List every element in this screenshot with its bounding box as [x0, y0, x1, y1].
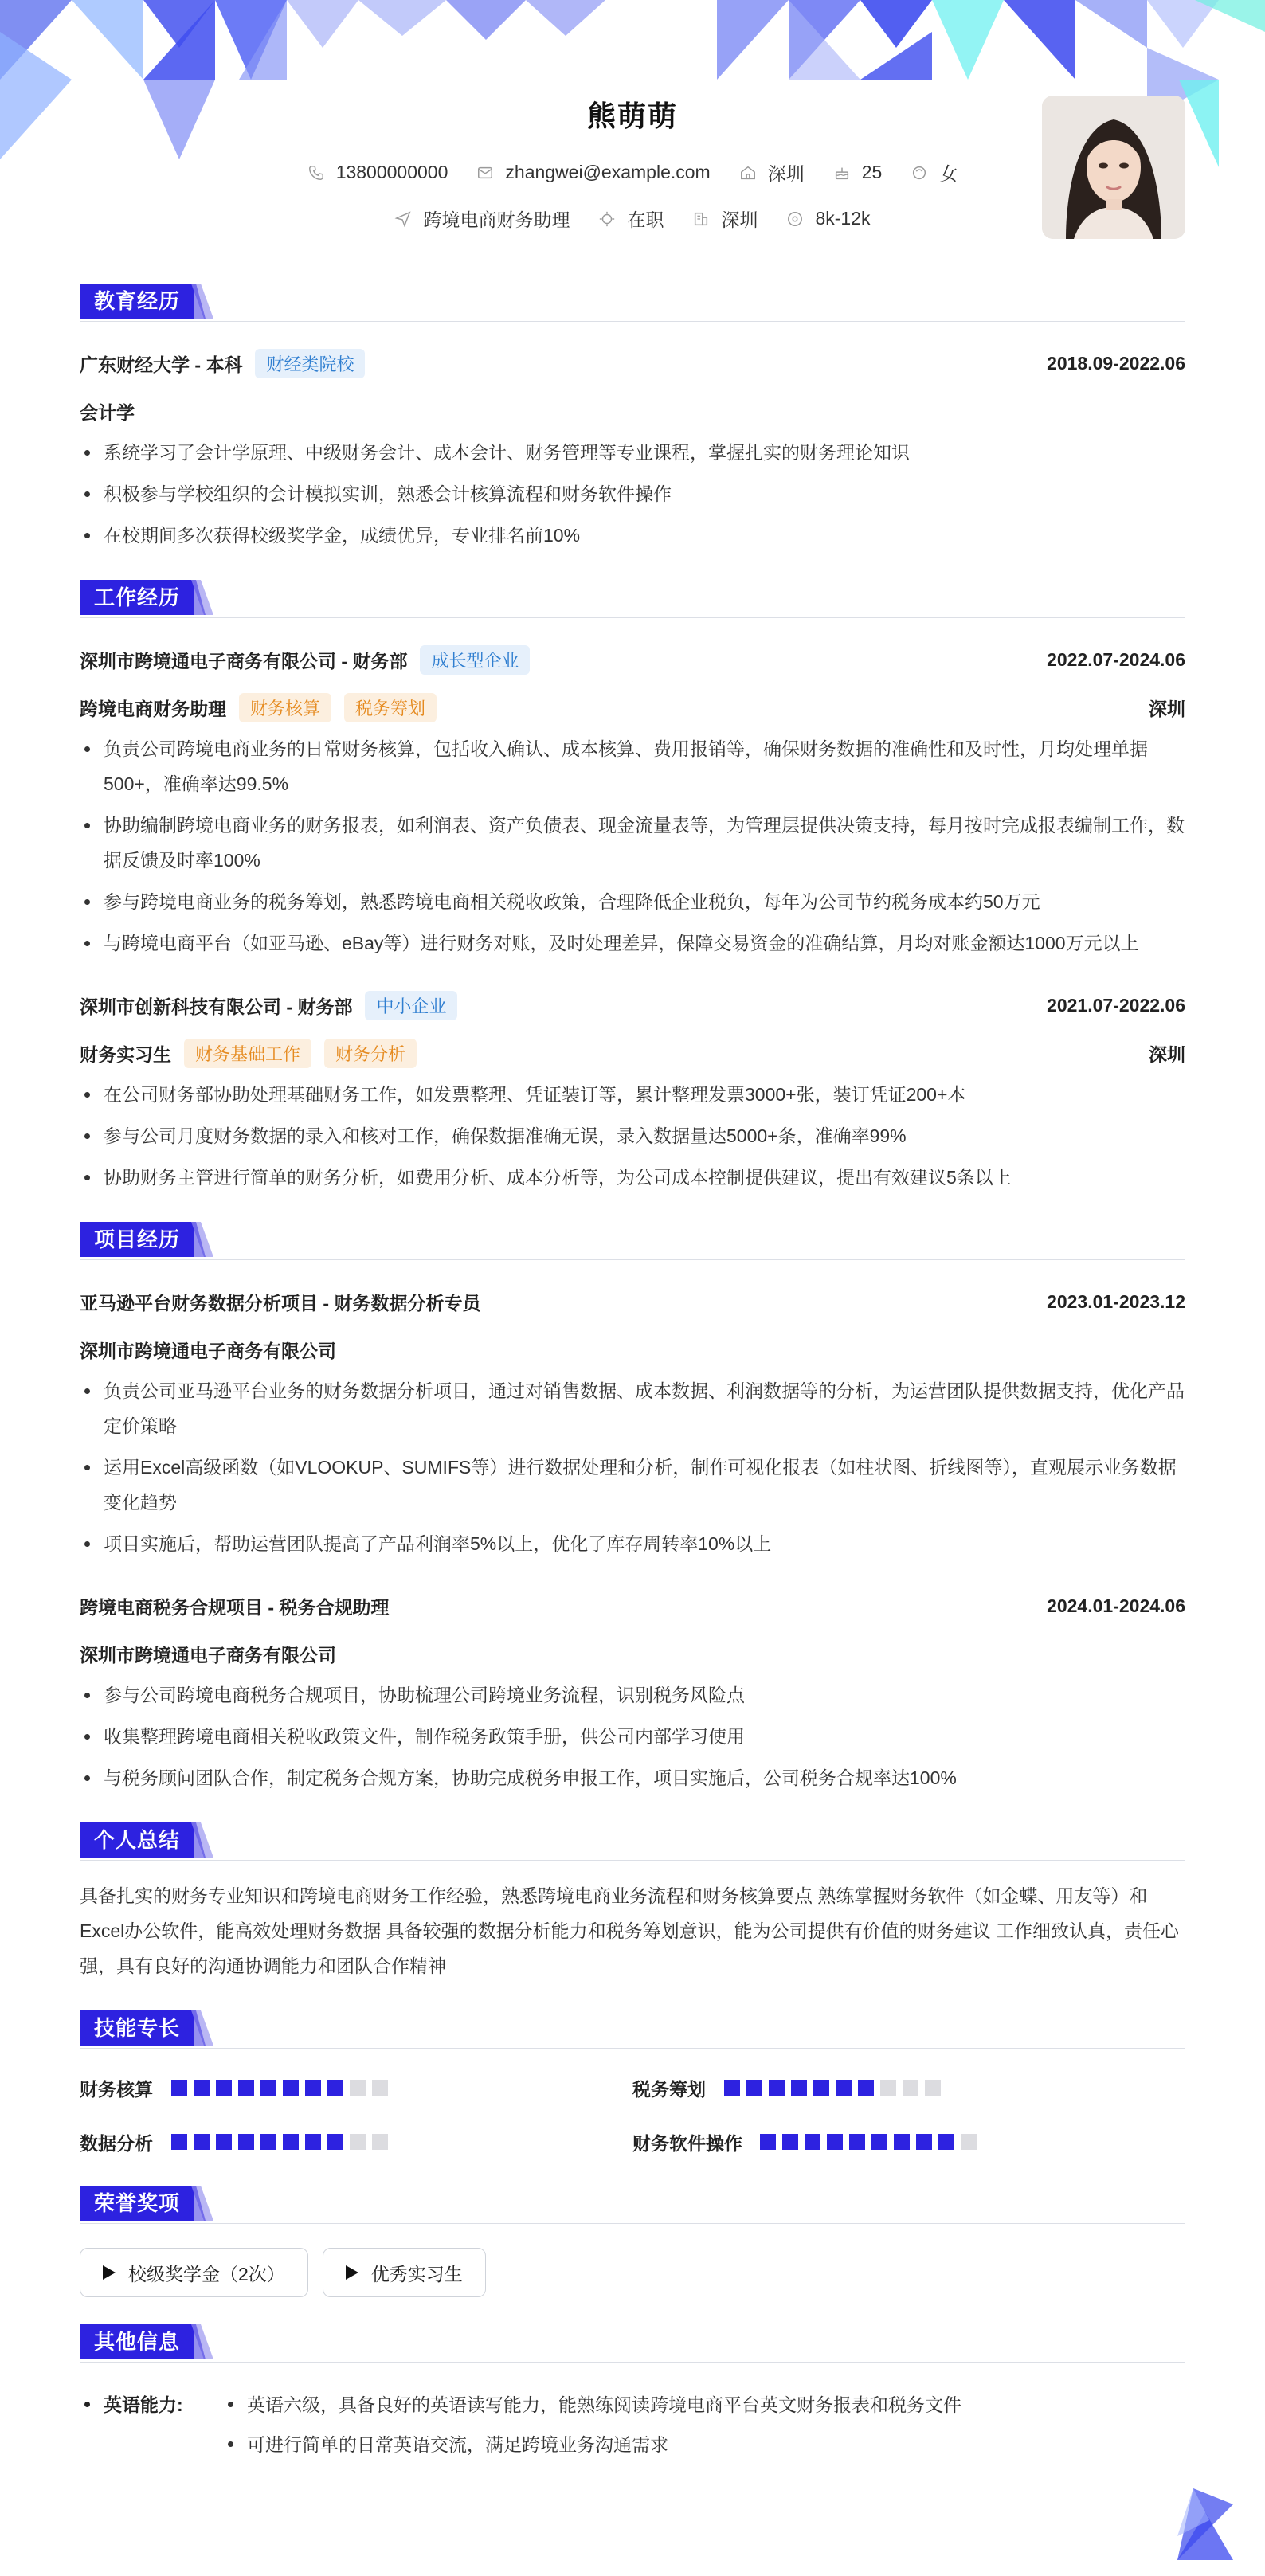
target-city-info [692, 206, 758, 232]
gender-info [911, 159, 958, 186]
list-item: 负责公司跨境电商业务的日常财务核算，包括收入确认、成本核算、费用报销等，确保财务数据的准确性和及时性，月均处理单据500+，准确率达99.5% [80, 731, 1185, 801]
entry-subheader-row [80, 1029, 1185, 1077]
skill-level-empty [372, 2134, 388, 2150]
phone-text: 13800000000 [335, 162, 448, 182]
skill-level-filled [724, 2080, 740, 2096]
play-icon [103, 2265, 116, 2280]
list-item: 参与跨境电商业务的税务筹划，熟悉跨境电商相关税收政策，合理降低企业税负，每年为公司节约税务成本约50万元 [80, 884, 1185, 919]
skill-level-filled [283, 2080, 299, 2096]
gender-text: 女 [939, 163, 958, 184]
cake-icon [833, 164, 851, 182]
position-info [394, 206, 570, 232]
list-item: 协助财务主管进行简单的财务分析，如费用分析、成本分析等，为公司成本控制提供建议，提出有效建议5条以上 [80, 1160, 1185, 1195]
send-icon [394, 210, 412, 228]
list-item: 运用Excel高级函数（如VLOOKUP、SUMIFS等）进行数据处理和分析，制作可视化报表（如柱状图、折线图等），直观展示业务数据变化趋势 [80, 1450, 1185, 1520]
title-tail-decoration [191, 1822, 213, 1858]
section-header [80, 1222, 1185, 1260]
skill-level-empty [925, 2080, 941, 2096]
building-icon [692, 210, 710, 228]
entry-header-row [80, 1278, 1185, 1325]
skill-level-empty [961, 2134, 977, 2150]
list-item: 收集整理跨境电商相关税收政策文件，制作税务政策手册，供公司内部学习使用 [80, 1719, 1185, 1754]
list-item: 参与公司跨境电商税务合规项目，协助梳理公司跨境业务流程，识别税务风险点 [80, 1678, 1185, 1713]
skill-level-filled [782, 2134, 798, 2150]
skill-level-filled [171, 2134, 187, 2150]
skill-level-filled [871, 2134, 887, 2150]
summary-section [80, 1822, 1185, 1983]
list-item: 参与公司月度财务数据的录入和核对工作，确保数据准确无误，录入数据量达5000+条，准确率99% [80, 1118, 1185, 1153]
skill-level-filled [238, 2134, 254, 2150]
project-company: 深圳市跨境通电子商务有限公司 [80, 1644, 336, 1666]
award-item [323, 2248, 486, 2297]
section-header [80, 2324, 1185, 2363]
project-bullets [80, 1678, 1185, 1795]
skill-level-filled [305, 2134, 321, 2150]
email-info [476, 162, 710, 183]
status-text: 在职 [627, 209, 664, 230]
skill-item [80, 2071, 632, 2104]
work-city: 深圳 [1149, 698, 1185, 719]
section-title: 荣誉奖项 [80, 2186, 194, 2221]
list-item: 在校期间多次获得校级奖学金，成绩优异，专业排名前10% [80, 518, 1185, 553]
list-item: 积极参与学校组织的会计模拟实训，熟悉会计核算流程和财务软件操作 [80, 476, 1185, 511]
work-bullets [80, 731, 1185, 961]
company-tag: 中小企业 [365, 991, 457, 1020]
section-title: 教育经历 [80, 284, 194, 319]
title-tail-decoration [191, 2324, 213, 2359]
list-item: 负责公司亚马逊平台业务的财务数据分析项目，通过对销售数据、成本数据、利润数据等的分析，为运营团队提供数据支持，优化产品定价策略 [80, 1373, 1185, 1443]
entry-header-row [80, 636, 1185, 683]
school-tag: 财经类院校 [255, 349, 365, 378]
play-icon [346, 2265, 358, 2280]
skill-level-filled [849, 2134, 865, 2150]
company-name: 深圳市跨境通电子商务有限公司 - 财务部 [80, 650, 408, 671]
phone-info [307, 162, 448, 183]
title-tail-decoration [191, 2186, 213, 2221]
list-item: 系统学习了会计学原理、中级财务会计、成本会计、财务管理等专业课程，掌握扎实的财务理论知识 [80, 435, 1185, 470]
skill-level-filled [769, 2080, 785, 2096]
home-icon [739, 164, 757, 182]
section-title: 技能专长 [80, 2010, 194, 2046]
title-tail-decoration [191, 1222, 213, 1257]
skill-level-filled [916, 2134, 932, 2150]
section-header [80, 2186, 1185, 2224]
skill-level-bar [760, 2134, 977, 2150]
entry-subheader-row [80, 1325, 1185, 1373]
resume-page [80, 0, 1185, 2464]
skill-level-filled [327, 2080, 343, 2096]
company-name: 深圳市创新科技有限公司 - 财务部 [80, 996, 353, 1017]
other-info [80, 2380, 1185, 2464]
list-item: 与跨境电商平台（如亚马逊、eBay等）进行财务对账，及时处理差异，保障交易资金的准确结算，月均对账金额达1000万元以上 [80, 926, 1185, 961]
skill-level-filled [805, 2134, 820, 2150]
location-text: 深圳 [767, 163, 805, 184]
location-info [739, 159, 805, 186]
other-section [80, 2324, 1185, 2464]
age-text: 25 [861, 162, 883, 182]
skill-level-bar [171, 2134, 388, 2150]
project-entry [80, 1582, 1185, 1795]
project-bullets [80, 1373, 1185, 1561]
title-tail-decoration [191, 284, 213, 319]
list-item: 协助编制跨境电商业务的财务报表，如利润表、资产负债表、现金流量表等，为管理层提供决策支持，每月按时完成报表编制工作，数据反馈及时率100% [80, 808, 1185, 878]
english-label: 英语能力: [80, 2385, 223, 2425]
avatar [1042, 96, 1185, 239]
title-tail-decoration [191, 580, 213, 615]
school-name: 广东财经大学 - 本科 [80, 354, 243, 375]
age-info [833, 162, 883, 183]
section-header [80, 580, 1185, 618]
corner-decoration [1161, 2488, 1233, 2560]
skill-level-filled [760, 2134, 776, 2150]
education-section [80, 284, 1185, 553]
salary-info [786, 208, 870, 229]
role-name: 财务实习生 [80, 1043, 171, 1065]
contact-row [80, 159, 1185, 186]
skill-level-empty [350, 2080, 366, 2096]
award-item [80, 2248, 308, 2297]
education-entry [80, 339, 1185, 553]
entry-subheader-row [80, 1630, 1185, 1678]
section-title: 个人总结 [80, 1822, 194, 1858]
role-tag: 税务筹划 [344, 693, 437, 722]
skill-item [632, 2125, 1185, 2159]
major-name: 会计学 [80, 401, 135, 423]
skill-level-empty [903, 2080, 918, 2096]
entry-header-row [80, 339, 1185, 387]
section-title: 工作经历 [80, 580, 194, 615]
skill-level-bar [171, 2080, 388, 2096]
skill-level-filled [216, 2080, 232, 2096]
skill-level-filled [813, 2080, 829, 2096]
skill-level-filled [827, 2134, 843, 2150]
list-item: 在公司财务部协助处理基础财务工作，如发票整理、凭证装订等，累计整理发票3000+张，装订凭证200+本 [80, 1077, 1185, 1112]
title-tail-decoration [191, 2010, 213, 2046]
skill-level-filled [836, 2080, 852, 2096]
projects-section [80, 1222, 1185, 1795]
section-title: 其他信息 [80, 2324, 194, 2359]
target-city-text: 深圳 [721, 209, 758, 230]
project-company: 深圳市跨境通电子商务有限公司 [80, 1340, 336, 1361]
entry-subheader-row [80, 683, 1185, 731]
avatar-portrait [1042, 96, 1185, 239]
skill-name: 财务核算 [80, 2078, 153, 2100]
section-header [80, 1822, 1185, 1861]
skill-level-filled [938, 2134, 954, 2150]
skill-level-filled [260, 2134, 276, 2150]
skills-grid [80, 2066, 1185, 2159]
project-date: 2023.01-2023.12 [1047, 1290, 1185, 1312]
skill-level-filled [858, 2080, 874, 2096]
list-item: 可进行简单的日常英语交流，满足跨境业务沟通需求 [223, 2425, 961, 2464]
skill-level-bar [724, 2080, 941, 2096]
position-text: 跨境电商财务助理 [423, 209, 570, 230]
award-label: 优秀实习生 [370, 2263, 463, 2284]
awards-section [80, 2186, 1185, 2297]
work-bullets [80, 1077, 1185, 1195]
work-section [80, 580, 1185, 1195]
skill-level-filled [238, 2080, 254, 2096]
work-date: 2021.07-2022.06 [1047, 994, 1185, 1016]
awards-list [80, 2241, 1185, 2297]
skill-level-empty [880, 2080, 896, 2096]
work-entry [80, 981, 1185, 1195]
skill-level-filled [894, 2134, 910, 2150]
status-info [598, 206, 664, 232]
education-date: 2018.09-2022.06 [1047, 352, 1185, 374]
work-entry [80, 636, 1185, 961]
entry-header-row [80, 1582, 1185, 1630]
gender-icon [911, 164, 928, 182]
skill-level-filled [791, 2080, 807, 2096]
candidate-name: 熊萌萌 [586, 100, 678, 132]
skill-level-filled [260, 2080, 276, 2096]
entry-subheader-row [80, 387, 1185, 435]
resume-header [80, 0, 1185, 255]
skills-section [80, 2010, 1185, 2159]
project-name: 跨境电商税务合规项目 - 税务合规助理 [80, 1596, 390, 1618]
skill-level-empty [372, 2080, 388, 2096]
role-name: 跨境电商财务助理 [80, 698, 226, 719]
status-icon [598, 210, 616, 228]
mail-icon [476, 164, 494, 182]
skill-level-filled [194, 2134, 210, 2150]
money-icon [786, 210, 804, 228]
skill-level-filled [283, 2134, 299, 2150]
award-label: 校级奖学金（2次） [128, 2263, 285, 2284]
education-bullets [80, 435, 1185, 553]
role-tag: 财务基础工作 [184, 1039, 311, 1068]
salary-text: 8k-12k [815, 208, 871, 229]
skill-level-empty [350, 2134, 366, 2150]
section-header [80, 284, 1185, 322]
email-text: zhangwei@example.com [505, 162, 711, 182]
skill-level-filled [327, 2134, 343, 2150]
skill-level-filled [171, 2080, 187, 2096]
english-items [223, 2385, 961, 2464]
role-tag: 财务分析 [324, 1039, 417, 1068]
project-name: 亚马逊平台财务数据分析项目 - 财务数据分析专员 [80, 1292, 481, 1313]
skill-name: 数据分析 [80, 2132, 153, 2154]
entry-header-row [80, 981, 1185, 1029]
section-title: 项目经历 [80, 1222, 194, 1257]
project-date: 2024.01-2024.06 [1047, 1595, 1185, 1616]
english-ability-row [80, 2385, 1185, 2464]
work-city: 深圳 [1149, 1043, 1185, 1065]
list-item: 项目实施后，帮助运营团队提高了产品利润率5%以上，优化了库存周转率10%以上 [80, 1526, 1185, 1561]
section-header [80, 2010, 1185, 2049]
company-tag: 成长型企业 [420, 645, 530, 675]
summary-text: 具备扎实的财务专业知识和跨境电商财务工作经验，熟悉跨境电商业务流程和财务核算要点 熟练掌握财务软件（如金蝶、用友等）和Excel办公软件，能高效处理财务数据 具备较强的数据分析能力和税务筹划意识，能为公司提供有价值的财务建议 工作细致认真，责任心强，具有良好的沟通协调能力和团队合作精神 [80, 1885, 1180, 1976]
phone-icon [307, 164, 325, 182]
skill-name: 财务软件操作 [632, 2132, 742, 2154]
skill-item [632, 2071, 1185, 2104]
work-date: 2022.07-2024.06 [1047, 648, 1185, 670]
skill-level-filled [746, 2080, 762, 2096]
skill-name: 税务筹划 [632, 2078, 706, 2100]
skill-level-filled [305, 2080, 321, 2096]
job-intent-row [80, 206, 1185, 232]
skill-level-filled [216, 2134, 232, 2150]
list-item: 英语六级，具备良好的英语读写能力，能熟练阅读跨境电商平台英文财务报表和税务文件 [223, 2385, 961, 2425]
skill-item [80, 2125, 632, 2159]
project-entry [80, 1278, 1185, 1561]
role-tag: 财务核算 [239, 693, 331, 722]
skill-level-filled [194, 2080, 210, 2096]
list-item: 与税务顾问团队合作，制定税务合规方案，协助完成税务申报工作，项目实施后，公司税务合规率达100% [80, 1760, 1185, 1795]
